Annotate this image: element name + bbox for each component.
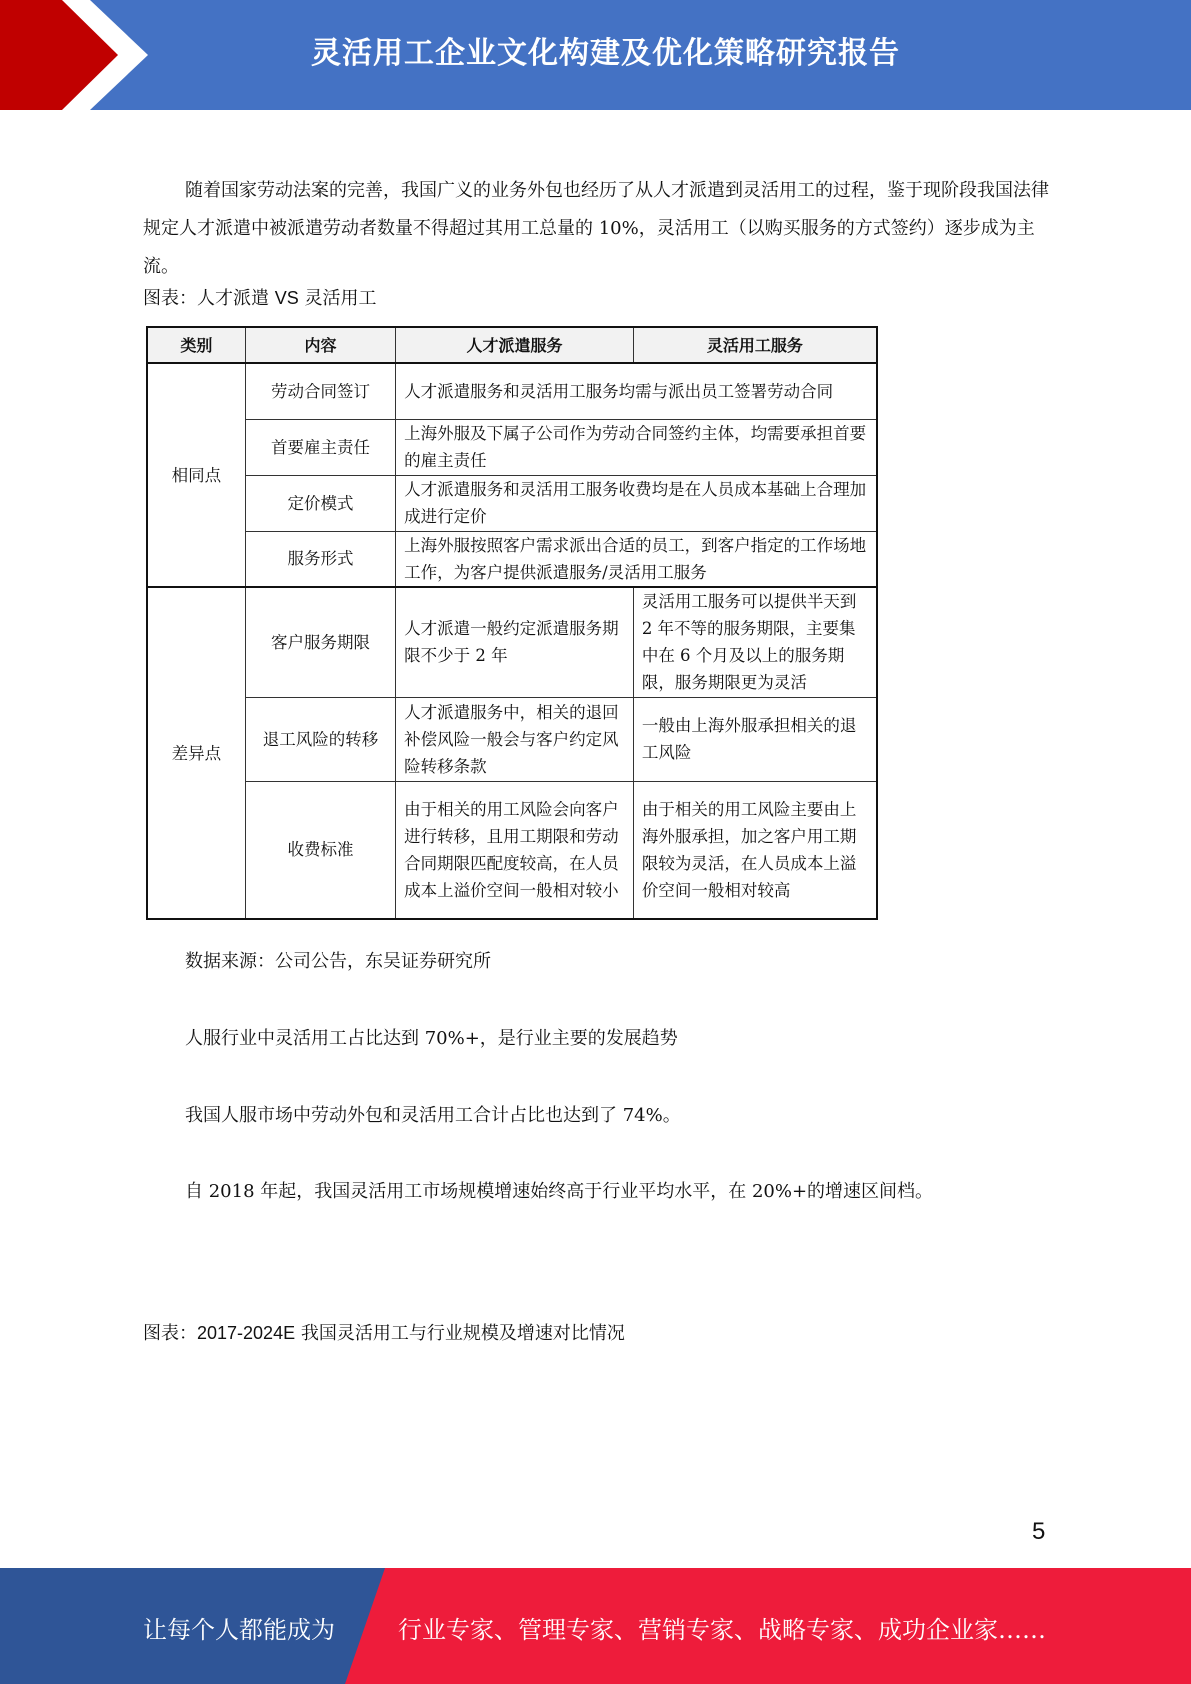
row-content: 人才派遣服务和灵活用工服务均需与派出员工签署劳动合同 xyxy=(396,363,877,419)
point-3: 自 2018 年起，我国灵活用工市场规模增速始终高于行业平均水平，在 20%+的增速区间档。 xyxy=(185,1181,934,1202)
row-flexible: 一般由上海外服承担相关的退工风险 xyxy=(633,697,877,781)
table-row xyxy=(147,475,877,531)
point-2: 我国人服市场中劳动外包和灵活用工合计占比也达到了 74%。 xyxy=(185,1105,681,1126)
row-flexible: 由于相关的用工风险主要由上海外服承担，加之客户用工期限较为灵活，在人员成本上溢价空间一般相对较高 xyxy=(633,781,877,919)
category-same: 相同点 xyxy=(147,363,245,587)
row-item: 客户服务期限 xyxy=(245,587,395,697)
table-row xyxy=(147,419,877,475)
page-footer xyxy=(0,1568,1191,1684)
category-diff: 差异点 xyxy=(147,587,245,919)
row-content: 上海外服及下属子公司作为劳动合同签约主体，均需要承担首要的雇主责任 xyxy=(396,419,877,475)
report-title: 灵活用工企业文化构建及优化策略研究报告 xyxy=(311,36,900,71)
row-item: 定价模式 xyxy=(245,475,395,531)
point-1: 人服行业中灵活用工占比达到 70%+，是行业主要的发展趋势 xyxy=(185,1028,678,1049)
page-header xyxy=(0,0,1191,110)
row-item: 退工风险的转移 xyxy=(245,697,395,781)
data-source: 数据来源：公司公告，东吴证券研究所 xyxy=(185,951,491,972)
row-flexible: 灵活用工服务可以提供半天到 2 年不等的服务期限，主要集中在 6 个月及以上的服务期限，服务期限更为灵活 xyxy=(633,587,877,697)
table-row xyxy=(147,363,877,419)
page-number: 5 xyxy=(1032,1518,1046,1545)
table-row xyxy=(147,697,877,781)
table-header-row xyxy=(147,327,877,363)
figure1-caption: 图表：人才派遣 VS 灵活用工 xyxy=(143,288,377,309)
header-flexible: 灵活用工服务 xyxy=(633,327,877,363)
row-item: 劳动合同签订 xyxy=(245,363,395,419)
row-dispatch: 由于相关的用工风险会向客户进行转移，且用工期限和劳动合同期限匹配度较高，在人员成本上溢价空间一般相对较小 xyxy=(396,781,634,919)
comparison-table xyxy=(146,326,878,920)
figure2-caption: 图表：2017-2024E 我国灵活用工与行业规模及增速对比情况 xyxy=(143,1323,625,1344)
row-content: 上海外服按照客户需求派出合适的员工，到客户指定的工作场地工作，为客户提供派遣服务/灵活用工服务 xyxy=(396,531,877,587)
row-item: 服务形式 xyxy=(245,531,395,587)
row-content: 人才派遣服务和灵活用工服务收费均是在人员成本基础上合理加成进行定价 xyxy=(396,475,877,531)
row-item: 首要雇主责任 xyxy=(245,419,395,475)
table-row xyxy=(147,781,877,919)
header-dispatch: 人才派遣服务 xyxy=(396,327,634,363)
table-row xyxy=(147,531,877,587)
row-dispatch: 人才派遣服务中，相关的退回补偿风险一般会与客户约定风险转移条款 xyxy=(396,697,634,781)
footer-slogan-left: 让每个人都能成为 xyxy=(143,1616,335,1644)
row-item: 收费标准 xyxy=(245,781,395,919)
footer-slogan-right: 行业专家、管理专家、营销专家、战略专家、成功企业家…… xyxy=(398,1616,1046,1644)
intro-paragraph: 随着国家劳动法案的完善，我国广义的业务外包也经历了从人才派遣到灵活用工的过程，鉴于现阶段我国法律规定人才派遣中被派遣劳动者数量不得超过其用工总量的 10%，灵活用工（以购买服务的方式签约）逐步成为主流。 xyxy=(143,180,1049,277)
header-content: 内容 xyxy=(245,327,395,363)
header-category: 类别 xyxy=(147,327,245,363)
table-row xyxy=(147,587,877,697)
row-dispatch: 人才派遣一般约定派遣服务期限不少于 2 年 xyxy=(396,587,634,697)
